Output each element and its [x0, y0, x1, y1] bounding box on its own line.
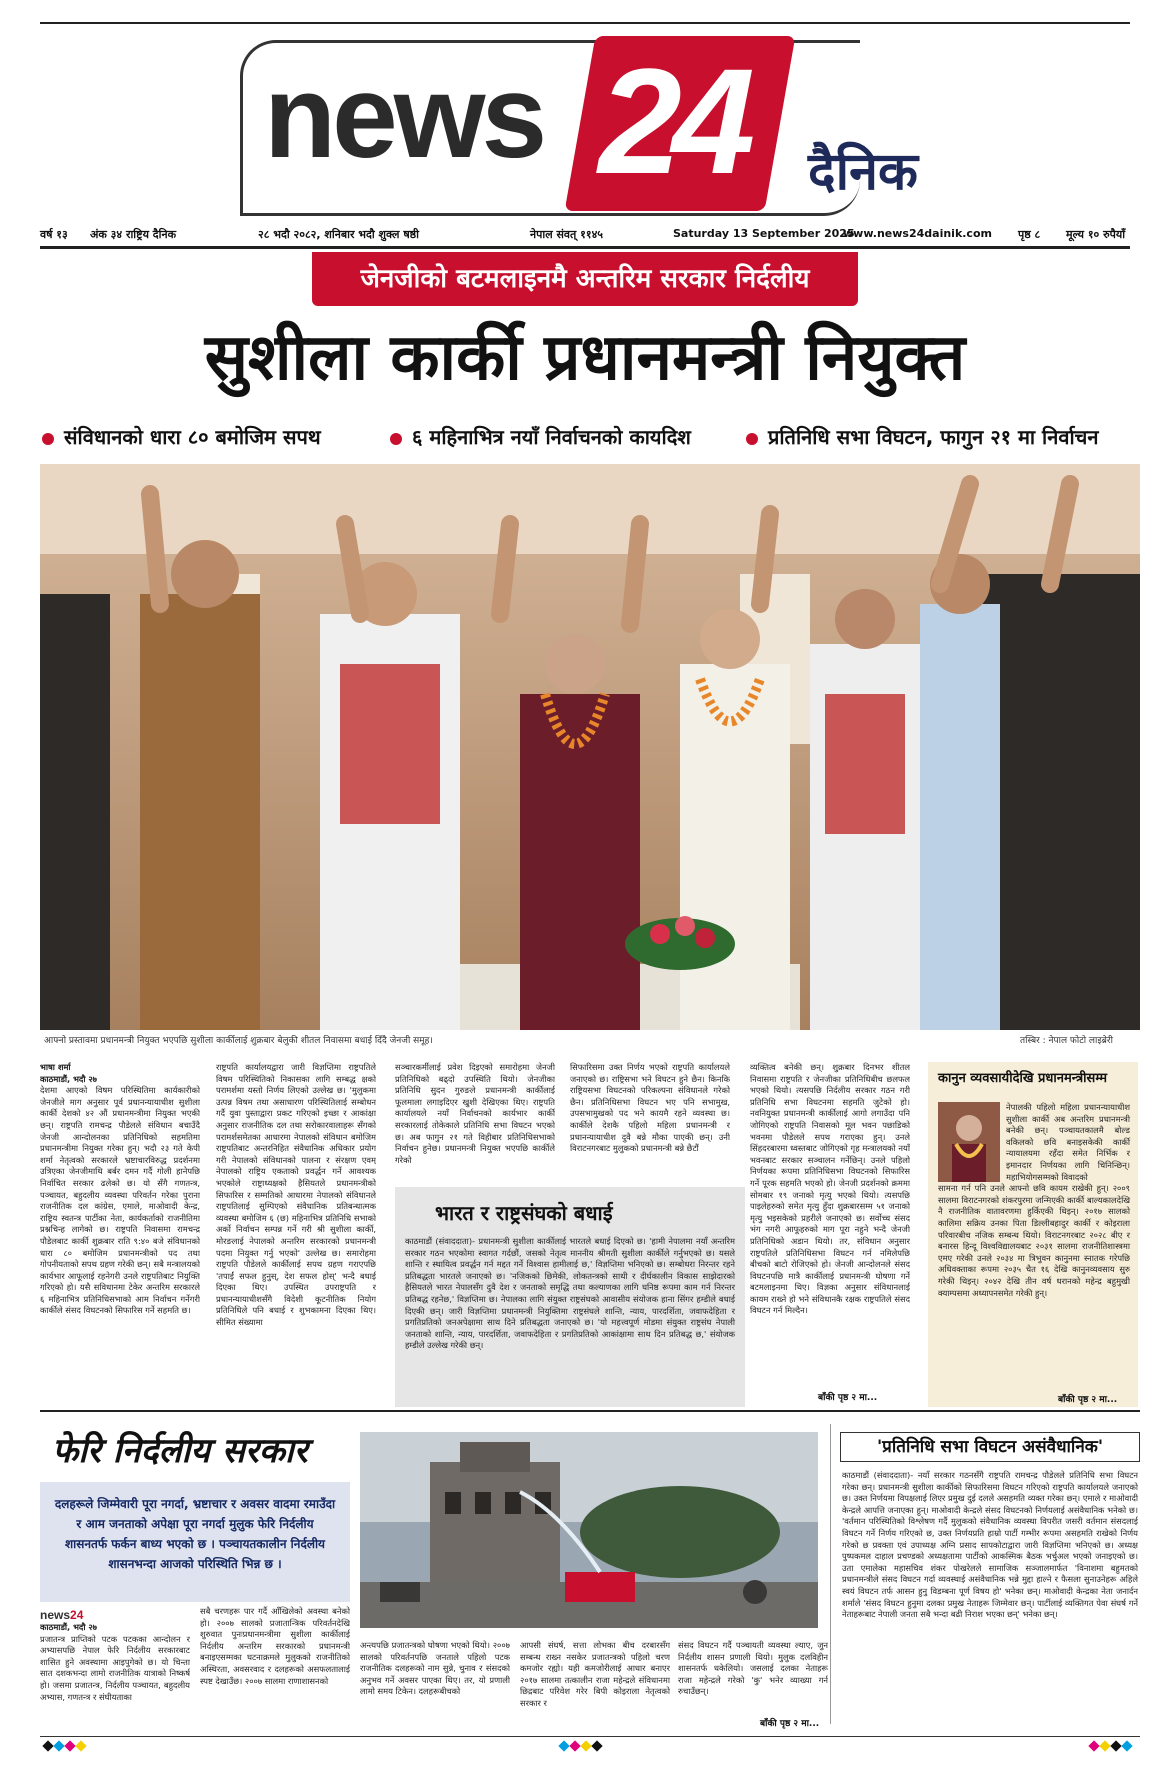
sidebar-title: कानुन व्यवसायीदेखि प्रधानमन्त्रीसम्म — [938, 1071, 1107, 1086]
register-diamond-icon — [1110, 1740, 1121, 1751]
bullet-dot-icon — [390, 433, 402, 445]
register-diamond-icon — [1088, 1740, 1099, 1751]
editorial-column-2 — [200, 1606, 350, 1732]
bullet-dot-icon — [42, 433, 54, 445]
dateline-place: काठमाडौं, भदौ २७ — [40, 1073, 97, 1084]
bullet-text: संविधानको धारा ८० बमोजिम सपथ — [64, 425, 321, 449]
registration-marks-left — [44, 1742, 85, 1752]
column-text: सञ्चारकर्मीलाई प्रवेश दिइएको समारोहमा जेनजी प्रतिनिधिको बढ्दो उपस्थिति थियो। जेनजीका प्रतिनिधि सुदन गुरुङले प्रधानमन्त्री कार्कीलाई फूलमाला लगाइदिएर खुशी देखिएका थिए। राष्ट्रपति कार्यालयले नयाँ निर्वाचनको कार्यभार कार्की सरकारलाई तोकेकाले प्रतिनिधि सभा विघटन भएको छ। अब फागुन २१ गते विहीबार प्रतिनिधिसभाको निर्वाचन हुनेछ। प्रधानमन्त्री नियुक्त भएपछि कार्कीले गरेको — [395, 1062, 555, 1165]
editorial-place: काठमाडौं, भदौ २७ — [40, 1622, 97, 1632]
sidebar-text — [938, 1102, 1130, 1299]
register-diamond-icon — [75, 1740, 86, 1751]
column-text: सिफारिसमा उक्त निर्णय भएको राष्ट्रपति कार्यालयले जनाएको छ। राष्ट्रिसभा भने विघटन हुने छैन। किनकि राष्ट्रियसभा विघटनको परिकल्पना संविधानले गरेको छैन। प्रतिनिधिसभा विघटन भए पनि सभामुख, उपसभामुखको पद भने कायमै रहने व्यवस्था छ। कार्कीले देशकै पहिलो महिला प्रधानमन्त्री र प्रधानन्यायाधीश दुवै बन्ने मौका पाएकी छन्। उनी विराटनगरबाट मुलुकको प्रधानमन्त्री बन्ने छैटौं — [570, 1062, 730, 1154]
register-diamond-icon — [591, 1740, 602, 1751]
date-nepali: २८ भदौ २०८२, शनिबार भदौ शुक्ल षष्ठी — [258, 228, 420, 241]
main-headline: सुशीला कार्की प्रधानमन्त्री नियुक्त — [204, 320, 966, 395]
byline: भाषा शर्मा — [40, 1062, 71, 1072]
editorial-continued-note: बाँकी पृष्ठ २ मा... — [760, 1719, 820, 1729]
lead-photo-illustration — [40, 464, 1140, 1030]
volume: वर्ष १३ — [40, 228, 68, 241]
editorial-summary: दलहरूले जिम्मेवारी पूरा नगर्दा, भ्रष्टाचार र अवसर वादमा रमाउँदा र आम जनताको अपेक्षा पूरा नगर्दा मुलुक फेरि निर्दलीय शासनतर्फ फर्कन बाध्य भएको छ । पञ्चायतकालीन निर्दलीय शासनभन्दा आजको परिस्थिति भिन्न छ । — [54, 1497, 336, 1571]
editorial-summary-box — [40, 1482, 350, 1602]
lead-column-1 — [40, 1062, 200, 1402]
bullet-item — [746, 420, 1098, 454]
bullet-text: प्रतिनिधि सभा विघटन, फागुन २१ मा निर्वाचन — [768, 425, 1099, 449]
india-un-box — [395, 1187, 745, 1407]
register-diamond-icon — [1099, 1740, 1110, 1751]
right-story-text: काठमाडौं (संवाददाता)- नयाँ सरकार गठनसँगै राष्ट्रपति रामचन्द्र पौडेलले प्रतिनिधि सभा विघटन गरेका छन्। प्रधानमन्त्री सुशीला कार्कीको सिफारिसमा विघटन गरिएको राष्ट्रपति कार्यालयले जनाएको छ। उक्त निर्णयमा विपक्षलाई लिएर प्रमुख दुई दलले असहमति व्यक्त गरेका छन्। एमाले र माओवादी केन्द्रले आपत्ति जनाएका हुन्। माओवादी केन्द्रले संसद विघटनको निर्णयलाई असंवैधानिक भनेको छ। 'वर्तमान परिस्थितिको विश्लेषण गर्दै मुलुकको संवैधानिक व्यवस्था विपरीत जसरी वर्तमान संसदलाई विघटन गर्ने निर्णय गरिएको छ, उक्त निर्णयप्रति हाम्रो पार्टी गम्भीर रूपमा असहमति राखेको निर्णय गरेको छ प्रवक्ता एवं उपाध्यक्ष अग्नि प्रसाद सापकोटाद्वारा जारी विज्ञप्तिमा भनिएको छ। अध्यक्ष पुष्पकमल दाहाल प्रचण्डको अध्यक्षतामा पार्टीको आकस्मिक बैठक भर्चुअल भएको जनाइएको छ। उता एमालेका महासचिव शंकर पोखरेलले सामाजिक सञ्जालमार्फत 'विनाशमा बहुमतको प्रधानमन्त्रीले संसद विघटन गर्दा व्यवस्थाई असंवैधानिक भन्ने मुद्दा हाल्ने र फैसला सुनाउनेहरू अहिले स्वयं विघटन तर्फ आसन हुनु विडम्बना पूर्ण विषय हो' भनेका छन्। माओवादी केन्द्रका नेता जनार्दन शर्माले 'संसद विघटन हुनुमा दलका प्रमुख नेताहरू जिम्मेवार छन्। पार्टीलाई व्यक्तिगत पेवा संघर्ष गर्ने नेताहरूबाट नेपाली जनता सबै भन्दा बढी निराश भएका छन्' भनेका छन्। — [842, 1470, 1138, 1620]
registration-marks-center — [560, 1742, 601, 1752]
editorial-column-3 — [360, 1640, 510, 1730]
column-text: राष्ट्रपति कार्यालयद्वारा जारी विज्ञप्तिमा राष्ट्रपतिले विषम परिस्थितिको निकासका लागि सम्बद्ध क्षको परामर्शमा यस्तो निर्णय लिएको उल्लेख छ। 'मुलुकमा उत्पन्न विषम तथा असाधारण परिस्थितिलाई सम्बोधन गर्दै युवा पुस्ताद्वारा प्रकट गरिएको इच्छा र आकांक्षा अनुसार राजनीतिक दल तथा सरोकारवालाहरू सँगको परामर्शसमेतका आधारमा नेपालको संविधान बमोजिम राष्ट्रपतिबाट अन्तरनिहित संवैधानिक अधिकार प्रयोग गरी नेपालको संविधानको पालना र संरक्षण एवम् नेपालको राष्ट्रिय एकताको प्रवर्द्धन गर्ने आवश्यक भएकोले राष्ट्राध्यक्षको हैसियतले प्रधानमन्त्रीको सिफारिस र सम्मतिको आधारमा नेपालको संविधानले राष्ट्रपतिलाई सुम्पिएको संवैधानिक प्रतिबन्धात्मक व्यवस्था बमोजिम ६ (छ) महिनाभित्र प्रतिनिधि सभाको अर्को निर्वाचन सम्पन्न गर्ने गरी श्री सुशीला कार्की, मोरङलाई नेपालको अन्तरिम सरकारको प्रधानमन्त्री पदमा नियुक्त गर्नु भएको' उल्लेख छ। समारोहमा राष्ट्रपति पौडेलले कार्कीलाई सपथ ग्रहण गराएपछि 'तपाईं सफल हुनुस्, देश सफल होस्' भन्दै बधाई दिएका थिए। उपस्थित उपराष्ट्रपति र प्रधानन्यायाधीशसँगै विदेशी कूटनीतिक नियोग प्रतिनिधिले पनि बधाई र शुभकामना दिएका थिए। सीमित संख्यामा — [216, 1062, 376, 1328]
register-diamond-icon — [558, 1740, 569, 1751]
bullet-text: ६ महिनाभित्र नयाँ निर्वाचनको कायदिश — [412, 425, 691, 449]
lead-column-3 — [395, 1062, 555, 1184]
india-box-text: काठमाडौं (संवाददाता)- प्रधानमन्त्री सुशीला कार्कीलाई भारतले बधाई दिएको छ। 'हामी नेपालमा नयाँ अन्तरिम सरकार गठन भएकोमा स्वागत गर्दछौं, जसको नेतृत्व माननीय श्रीमती सुशीला कार्कीले गर्नुभएको छ। यसले शान्ति र स्थायित्व प्रवर्द्धन गर्न मद्दत गर्ने विश्वास हामीलाई छ,' विज्ञप्तिमा भनिएको छ। सम्बोधरा निरन्तर रहने प्रतिबद्धता भारतले जनाएको छ। 'नजिकको छिमेकी, लोकतन्त्रको साथी र दीर्घकालीन विकास साझेदारको हैसियतले भारत नेपालसँग दुवै देश र जनताको समृद्धि तथा कल्याणका लागि घनिष्ठ रूपमा काम गर्न निरन्तर प्रतिबद्ध रहनेछ,' विज्ञप्तिमा छ। नेपालका लागि संयुक्त राष्ट्रसंघको आवासीय संयोजक हाना सिंगर हम्डीले बधाई दिएकी छन्। जारी विज्ञप्तिमा प्रधानमन्त्री नियुक्तिमा राष्ट्रसंघले शान्ति, न्याय, पारदर्शिता, जवाफदेहिता र प्रगतिप्रतिको जनअपेक्षामा साथ दिने प्रतिबद्धता जनाएको छ। 'यो महत्त्वपूर्ण मोडमा संयुक्त राष्ट्रसंघ नेपाली जनताको शान्ति, न्याय, पारदर्शिता, जवाफदेहिता र प्रगतिप्रतिको आकांक्षामा साथ दिन प्रतिबद्ध छ,' संयोजक हम्डीले उल्लेख गरेकी छन्। — [405, 1236, 735, 1351]
sidebar-continued-note: बाँकी पृष्ठ २ मा... — [1058, 1395, 1118, 1405]
column-text: व्यक्तित्व बनेकी छन्। शुक्रबार दिनभर शीतल निवासमा राष्ट्रपति र जेनजीका प्रतिनिधिबीच छलफल भएको थियो। त्यसपछि निर्दलीय सरकार गठन गरी प्रतिनिधि सभा विघटनमा सहमति जुटेको हो। नवनियुक्त प्रधानमन्त्री कार्कीलाई आगो लगाउँदा पनि जोगिएको राष्ट्रपति निवासको मूल भवन पछाडिको भवनमा पौडेलले सपथ गराएका हुन्। उनले सिंहदरबारमा ध्वस्तबाट जोगिएको गृह मन्त्रालयको नयाँ भवनबाट सरकार सञ्चालन गर्नेछिन्। उनले पहिलो निर्णयका रूपमा प्रतिनिधिसभा विघटनको सिफारिस गर्ने पूरक सहमति भएको हो। जेनजी प्रदर्शनको क्रममा सोमबार १९ जनाको मृत्यु भएको थियो। त्यसपछि पाइलेहरुको समेत मृत्यु हुँदा शुक्रबारसम्म ५१ जनाको मृत्यु भइसकेको प्रहरीले जनाएको छ। सर्वोच्च संसद भंग नगरी आफूहरुको माग पूरा नहुने भन्दै जेनजी प्रतिनिधिको अडान थियो। तर, संविधान अनुसार राष्ट्रपतिले प्रतिनिधिसभा विघटन गर्न नमिलेपछि बीचको बाटो रोजिएको हो। जेनजी आन्दोलनले संसद विघटनपछि मात्रै कार्कीलाई प्रधानमन्त्री घोषणा गर्ने बटमलाइनमा थिए। विज्ञका अनुसार संविधानलाई कायम राख्ने हो भने संविधानकै रक्षक राष्ट्रपतिले संसद विघटन गर्न मिल्दैन। — [750, 1062, 910, 1316]
editorial-logo — [40, 1608, 83, 1622]
register-diamond-icon — [53, 1740, 64, 1751]
brand-24-badge — [565, 36, 796, 211]
register-diamond-icon — [64, 1740, 75, 1751]
dateline-rule — [40, 246, 1130, 249]
register-diamond-icon — [569, 1740, 580, 1751]
website-link[interactable]: www.news24dainik.com — [843, 227, 992, 240]
lead-column-2 — [216, 1062, 376, 1402]
right-story-title: 'प्रतिनिधि सभा विघटन असंवैधानिक' — [840, 1432, 1140, 1462]
date-english: Saturday 13 September 2025 — [673, 227, 855, 240]
register-diamond-icon — [1121, 1740, 1132, 1751]
column-text: अन्त्यपछि प्रजातन्त्रको घोषणा भएको थियो। २००७ सालको परिवर्तनपछि जनताले पहिलो पटक राजनीतिक दलहरूको नाम सुन्ने, चुनाव र संसदको अनुभव गर्ने अवसर पाएका थिए। तर, यो प्रणाली लामो समय टिकेन। दलहरूबीचको — [360, 1640, 510, 1697]
top-rule — [40, 22, 1130, 24]
kicker-banner: जेनजीको बटमलाइनमै अन्तरिम सरकार निर्दलीय — [312, 252, 858, 306]
column-text: सबै चरणहरू पार गर्दै आँखिलेको अवस्था बनेको हो। २००७ सालको प्रजातान्त्रिक परिवर्तनदेखि शुरुवात पुनःप्रधानमन्त्रीमा सुशीला कार्कीलाई निर्दलीय अन्तरिम सरकारको प्रधानमन्त्री बनाइएसम्मका घटनाक्रमले मुलुकको राजनीतिको अस्थिरता, अवसरवाद र दलहरूको असफलतालाई स्पष्ट देखाउँछ। २००७ सालमा राणाशासनको — [200, 1606, 350, 1686]
bullet-item — [390, 420, 691, 454]
brand-news: news — [264, 51, 544, 183]
column-divider — [830, 1424, 831, 1724]
price: मूल्य १० रुपैयाँ — [1066, 228, 1126, 241]
brand-24: 24 — [598, 37, 746, 205]
editorial-title: फेरि निर्दलीय सरकार — [52, 1431, 308, 1471]
registration-marks-right — [1090, 1742, 1131, 1752]
india-box-title: भारत र राष्ट्रसंघको बधाई — [435, 1201, 613, 1225]
profile-sidebar — [928, 1062, 1138, 1407]
footer-rule — [40, 1736, 1140, 1737]
editorial-column-1 — [40, 1622, 190, 1730]
masthead — [240, 36, 960, 226]
continued-note: बाँकी पृष्ठ २ मा... — [818, 1393, 878, 1403]
logo-news: news — [40, 1608, 71, 1622]
photo-caption: आफ्नो प्रस्तावमा प्रधानमन्त्री नियुक्त भएपछि सुशीला कार्कीलाई शुक्रबार बेलुकी शीतल निवासमा बधाई दिँदै जेनजी समूह। — [44, 1036, 433, 1046]
column-text: संसद विघटन गर्दै पञ्चायती व्यवस्था ल्याए, जुन निर्दलीय शासन प्रणाली थियो। मुलुक दलविहीन शासनतर्फ धकेलियो। जसलाई दलका नेताहरू राजा महेन्द्रले गरेको 'कु' भनेर व्याख्या गर्न रुचाउँछन्। — [678, 1640, 828, 1697]
lead-column-5 — [750, 1062, 910, 1382]
fire-photo-illustration — [360, 1432, 818, 1628]
photo-credit: तस्बिर : नेपाल फोटो लाइब्रेरी — [1020, 1036, 1113, 1046]
bullet-item — [42, 420, 321, 454]
brand-dainik: दैनिक — [808, 142, 918, 202]
register-diamond-icon — [580, 1740, 591, 1751]
dateline — [40, 224, 1130, 246]
logo-24: 24 — [70, 1608, 84, 1622]
sidebar-text-first: नेपालकी पहिलो महिला प्रधानन्यायाधीश सुशीला कार्की अब अन्तरिम प्रधानमन्त्री बनेकी छन्। पञ्चायतकालमै बोल्ड वकिलको छवि बनाइसकेकी कार्की न्यायालयमा रहँदा समेत निर्भिक र इमानदार निर्णयका लागि चिनिन्छिन्। महाभियोगसम्मको विवादको — [1006, 1102, 1130, 1182]
nepal-sambat: नेपाल संवत् ११४५ — [530, 228, 604, 241]
column-text: प्रजातन्त्र प्राप्तिको पटक पटकका आन्दोलन र अभ्यासपछि नेपाल फेरि निर्दलीय सरकारबाट शासित हुने अवस्थामा आइपुगेको छ। यो चिन्ता सात दशकभन्दा लामो राजनीतिक यात्राको निष्कर्ष हो। जसमा प्रजातन्त्र, निर्दलीय पञ्चायत, बहुदलीय अभ्यास, गणतन्त्र र संघीयताका — [40, 1633, 190, 1702]
register-diamond-icon — [42, 1740, 53, 1751]
lead-column-4 — [570, 1062, 730, 1184]
column-text: आपसी संघर्ष, सत्ता लोभका बीच दरबारसँग सम्बन्ध राख्न नसकेर प्रजातन्त्रको पहिलो चरण कमजोर रह्यो। यही कमजोरीलाई आधार बनाएर २०१७ सालमा तत्कालीन राजा महेन्द्रले संविधानमा छिद्रबाट परिवेश गरेर बिपी कोइराला नेतृत्वको सरकार र — [520, 1640, 670, 1708]
column-text: देशमा आएको विषम परिस्थितिमा कार्यकारीको जेनजीले माग अनुसार पूर्व प्रधानन्यायाधीश सुशीला कार्की देशको ४२ औं प्रधानमन्त्रीमा नियुक्त भएकी छन्। राष्ट्रपति रामचन्द्र पौडेलले संविधान बचाउँदै जेनजी आन्दोलनका प्रतिनिधिको सहमतिमा प्रधानमन्त्रीमा नियुक्त गरेका हुन्। भदौ २३ गते केपी शर्मा नेतृत्वको सरकारले भ्रष्टाचारविरुद्ध प्रदर्शनमा उत्रिएका जेनजीमाथि बर्बर दमन गर्दै गोली हानेपछि निर्वाचित सरकार ढलेको छ। यो सँगै गणतन्त्र, पञ्चायत, बहुदलीय व्यवस्था परिवर्तन गरेका पुराना राजनीतिक दल कांग्रेस, एमाले, माओवादी केन्द्र, राष्ट्रिय स्वतन्त्र पार्टीका नेता, कार्यकर्ताको राजनीतिमा प्रश्नचिन्ह लागेको छ। राष्ट्रपति निवासमा रामचन्द्र पौडेलबाट कार्की शुक्रबार राति ९:४० बजे संविधानको धारा ८० बमोजिम प्रधानमन्त्रीको पद तथा गोपनीयताको सपथ ग्रहण गरेकी छन्। सबै मन्त्रालयको कार्यभार आफूलाई रहनेगरी उनले राष्ट्रपतिबाट नियुक्ति गरिएको हो। यसै सविधानमा टेकेर अन्तरिम सरकारले ६ महिनाभित्र प्रतिनिधिसभाको आम निर्वाचन गर्नेगरी कार्कीले संसद विघटनको सिफारिस गर्ने सहमति छ। — [40, 1085, 200, 1316]
issue: अंक ३४ राष्ट्रिय दैनिक — [90, 228, 177, 241]
headline-bullets — [40, 420, 1130, 454]
page-number: पृष्ठ ८ — [1018, 228, 1041, 241]
bullet-dot-icon — [746, 433, 758, 445]
editorial-column-4 — [520, 1640, 670, 1730]
sidebar-text-rest: सामना गर्न पनि उनले आफ्नो छवि कायम राखेकी हुन्। २००९ सालमा विराटनगरको शंकरपुरमा जन्मिएकी कार्की बाल्यकालदेखि नै राजनीतिक वातावरणमा हुर्किएकी थिइन्। २०१७ सालको कालिमा सक्रिय उनका पिता डिल्लीबहादुर कार्की र कोइराला परिवारबीच नजिक सम्बन्ध थियो। विराटनगरबाट २०२८ बीए र बनारस हिन्दू विश्वविद्यालयबाट २०३१ सालमा राजनीतिशास्त्रमा एमए गरेकी उनले २०३४ मा त्रिभुवन कानुनमा स्नातक गरेपछि अधिवक्ताका रूपमा २०३५ चैत १६ देखि कानुनव्यवसाय सुरु गरेकी थिइन्। २०४२ देखि तीन वर्ष धरानको महेन्द्र बहुमुखी क्याम्पसमा अध्यापनसमेत गरेकी हुन्। — [938, 1183, 1130, 1298]
editorial-column-5 — [678, 1640, 828, 1716]
lead-photo — [40, 464, 1140, 1030]
fire-photo — [360, 1432, 818, 1628]
section-rule — [40, 1410, 1140, 1412]
